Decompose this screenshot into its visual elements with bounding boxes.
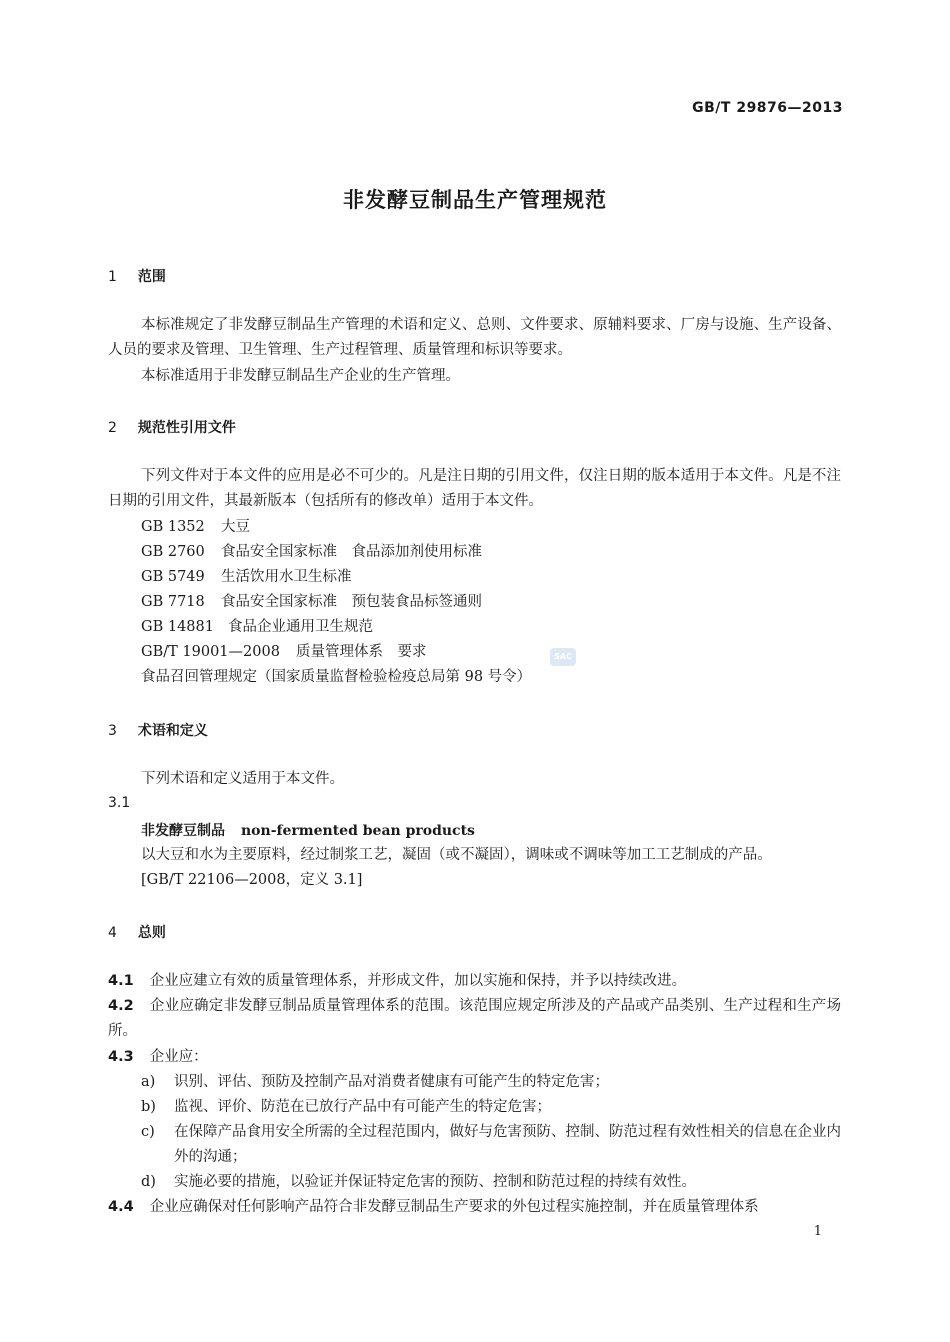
reference-code: GB 5749 <box>141 569 205 585</box>
section-2-heading <box>108 417 236 437</box>
reference-name: 食品安全国家标准 预包装食品标签通则 <box>221 594 482 610</box>
section-title: 规范性引用文件 <box>137 420 236 436</box>
clause-text: 企业应确定非发酵豆制品质量管理体系的范围。该范围应规定所涉及的产品或产品类别、生产过程和生产场所。 <box>108 998 841 1039</box>
reference-item <box>141 540 482 565</box>
document-title: 非发酵豆制品生产管理规范 <box>343 188 607 212</box>
reference-name: 大豆 <box>221 519 250 535</box>
reference-code: GB 7718 <box>141 594 205 610</box>
list-item <box>141 1120 841 1170</box>
reference-name: 生活饮用水卫生标准 <box>221 569 352 585</box>
clause-4-4 <box>108 1195 759 1220</box>
section-1-paragraph-1: 本标准规定了非发酵豆制品生产管理的术语和定义、总则、文件要求、原辅料要求、厂房与设施、生产设备、人员的要求及管理、卫生管理、生产过程管理、质量管理和标识等要求。 <box>108 317 841 358</box>
reference-code: GB/T 19001—2008 <box>141 644 280 660</box>
clause-4-1 <box>108 969 686 994</box>
reference-item <box>141 640 427 665</box>
standard-number: GB/T 29876—2013 <box>692 100 843 116</box>
list-label: a) <box>141 1074 156 1090</box>
list-label: d) <box>141 1174 156 1190</box>
section-title: 范围 <box>137 269 166 285</box>
term-chinese: 非发酵豆制品 <box>141 823 225 839</box>
list-text: 实施必要的措施，以验证并保证特定危害的预防、控制和防范过程的持续有效性。 <box>174 1174 696 1190</box>
section-4-heading <box>108 922 166 942</box>
list-text: 监视、评价、防范在已放行产品中有可能产生的特定危害； <box>174 1099 551 1115</box>
reference-item <box>141 565 352 590</box>
list-text: 识别、评估、预防及控制产品对消费者健康有可能产生的特定危害； <box>174 1074 609 1090</box>
section-3-paragraph-1: 下列术语和定义适用于本文件。 <box>141 771 344 787</box>
list-item <box>141 1170 696 1195</box>
clause-text: 企业应建立有效的质量管理体系，并形成文件，加以实施和保持，并予以持续改进。 <box>149 973 687 989</box>
section-title: 总则 <box>137 925 166 941</box>
list-item <box>141 1095 551 1120</box>
section-number: 4 <box>108 925 117 941</box>
reference-name: 质量管理体系 要求 <box>296 644 427 660</box>
reference-code: GB 1352 <box>141 519 205 535</box>
reference-code: GB 14881 <box>141 619 214 635</box>
clause-number: 4.4 <box>108 1199 134 1215</box>
clause-text: 企业应确保对任何影响产品符合非发酵豆制品生产要求的外包过程实施控制，并在质量管理体系 <box>149 1199 759 1215</box>
term-heading <box>141 820 475 840</box>
sac-watermark: SAC <box>550 648 576 666</box>
list-label: c) <box>141 1124 155 1140</box>
section-number: 1 <box>108 269 117 285</box>
section-2-paragraph-1: 下列文件对于本文件的应用是必不可少的。凡是注日期的引用文件，仅注日期的版本适用于本文件。凡是不注日期的引用文件，其最新版本（包括所有的修改单）适用于本文件。 <box>108 468 841 509</box>
list-text: 在保障产品食用安全所需的全过程范围内，做好与危害预防、控制、防范过程有效性相关的信息在企业内外的沟通； <box>174 1124 841 1165</box>
reference-code: GB 2760 <box>141 544 205 560</box>
term-source: [GB/T 22106—2008，定义 3.1] <box>141 872 363 888</box>
section-3-heading <box>108 720 208 740</box>
section-1-heading <box>108 266 166 286</box>
reference-name: 食品企业通用卫生规范 <box>228 619 373 635</box>
clause-number: 4.2 <box>108 998 134 1014</box>
clause-number: 4.1 <box>108 973 134 989</box>
clause-number: 4.3 <box>108 1049 134 1065</box>
section-1-paragraph-2: 本标准适用于非发酵豆制品生产企业的生产管理。 <box>141 368 460 384</box>
reference-item-last: 食品召回管理规定（国家质量监督检验检疫总局第 98 号令） <box>141 669 532 685</box>
term-english: non-fermented bean products <box>241 823 475 839</box>
reference-name: 食品安全国家标准 食品添加剂使用标准 <box>221 544 482 560</box>
section-title: 术语和定义 <box>137 723 208 739</box>
list-label: b) <box>141 1099 156 1115</box>
section-number: 2 <box>108 420 117 436</box>
list-item <box>141 1070 609 1095</box>
clause-4-3 <box>108 1045 208 1070</box>
clause-4-2 <box>108 994 841 1044</box>
clause-text: 企业应： <box>149 1049 208 1065</box>
term-definition: 以大豆和水为主要原料，经过制浆工艺，凝固（或不凝固），调味或不调味等加工工艺制成的产品。 <box>141 847 772 863</box>
reference-item <box>141 590 482 615</box>
section-number: 3 <box>108 723 117 739</box>
reference-item <box>141 615 373 640</box>
reference-item <box>141 515 250 540</box>
page-number: 1 <box>813 1224 822 1239</box>
clause-number-3-1: 3.1 <box>108 795 131 811</box>
